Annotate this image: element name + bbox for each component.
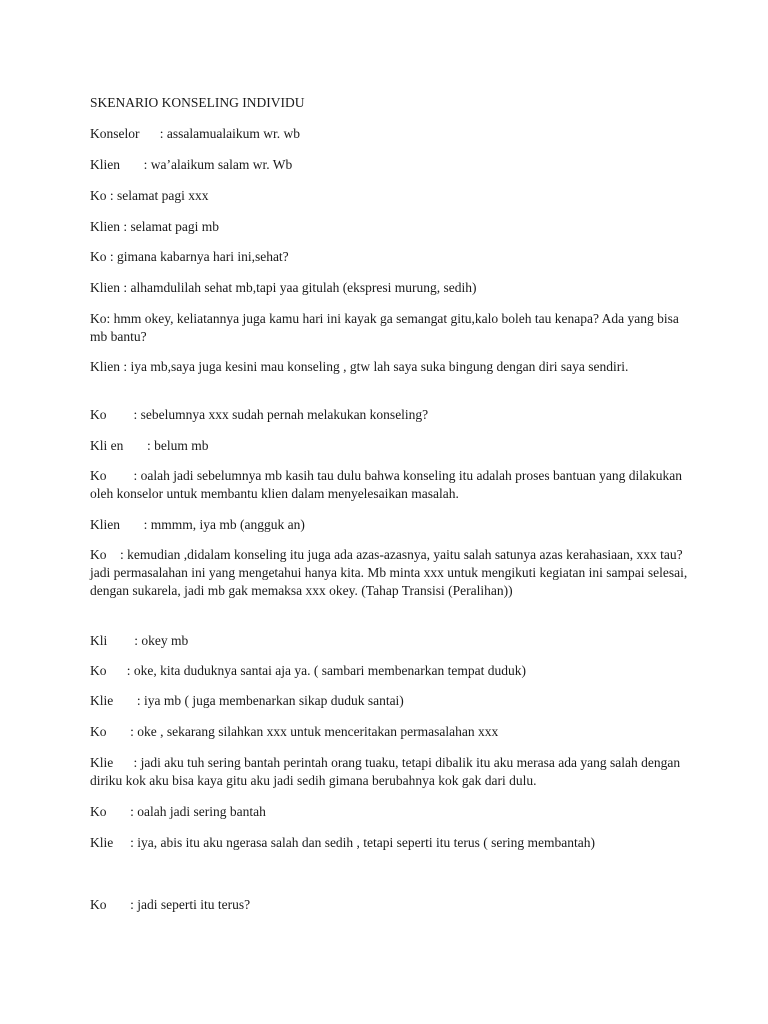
dialogue-line [90,467,690,503]
speaker-label: Klie [90,693,114,708]
speaker-gap [107,407,134,422]
speaker-label: Klien [90,219,120,234]
speaker-gap [123,438,147,453]
speaker-label: Ko [90,724,107,739]
utterance-text: : iya, abis itu aku ngerasa salah dan sedih , tetapi seperti itu terus ( sering membantah) [130,835,595,850]
dialogue-line [90,546,690,600]
dialogue-line [90,692,690,710]
dialogue-line [90,358,690,376]
speaker-label: Kli en [90,438,124,453]
dialogue-line [90,834,690,852]
speaker-gap [107,633,134,648]
dialogue-line [90,156,690,174]
utterance-text: : gimana kabarnya hari ini,sehat? [109,249,289,264]
utterance-text: : kemudian ,didalam konseling itu juga ada azas-azasnya, yaitu salah satunya azas kerahasiaan, xxx tau? jadi permasalahan ini yang mengetahui hanya kita. Mb minta xxx untuk mengikuti kegiatan ini sampai selesai, dengan sukarela, jadi mb gak memaksa xxx okey. (Tahap Transisi (Peralihan)) [90,547,688,598]
utterance-text: : okey mb [134,633,189,648]
speaker-gap [107,804,131,819]
dialogue-line [90,125,690,143]
utterance-text: hmm okey, keliatannya juga kamu hari ini kayak ga semangat gitu,kalo boleh tau kenapa? Ada yang bisa mb bantu? [90,311,679,344]
speaker-label: Kli [90,633,108,648]
speaker-label: Ko [90,407,107,422]
speaker-label: Klien [90,359,120,374]
dialogue-line [90,516,690,534]
speaker-label: Klien [90,517,120,532]
speaker-label: Klie [90,835,114,850]
utterance-text: : selamat pagi xxx [109,188,209,203]
speaker-gap [120,517,144,532]
utterance-text: : assalamualaikum wr. wb [159,126,300,141]
speaker-gap [107,897,131,912]
dialogue-line [90,632,690,650]
speaker-label: Klie [90,755,114,770]
speaker-gap [107,663,127,678]
speaker-label: Ko: [90,311,111,326]
speaker-gap [107,468,134,483]
speaker-label: Klien [90,157,120,172]
speaker-gap [107,724,131,739]
utterance-text: : jadi seperti itu terus? [130,897,251,912]
speaker-gap [113,755,133,770]
dialogue-line [90,187,690,205]
utterance-text: : wa’alaikum salam wr. Wb [143,157,293,172]
dialogue-line [90,437,690,455]
utterance-text: : sebelumnya xxx sudah pernah melakukan konseling? [133,407,429,422]
utterance-text: : oke, kita duduknya santai aja ya. ( sambari membenarkan tempat duduk) [126,663,526,678]
speaker-gap [120,157,144,172]
utterance-text: : oke , sekarang silahkan xxx untuk menceritakan permasalahan xxx [130,724,499,739]
speaker-label: Ko [90,468,107,483]
speaker-label: Ko [90,804,107,819]
utterance-text: : iya mb ( juga membenarkan sikap duduk santai) [136,693,404,708]
speaker-gap [140,126,160,141]
utterance-text: : mmmm, iya mb (angguk an) [143,517,305,532]
utterance-text: : jadi aku tuh sering bantah perintah orang tuaku, tetapi dibalik itu aku merasa ada yang salah dengan diriku kok aku bisa kaya gitu aku jadi sedih gimana berubahnya kok gak dari dulu. [90,755,681,788]
speaker-label: Ko [90,249,107,264]
dialogue-line [90,896,690,914]
dialogue-line [90,406,690,424]
utterance-text: : oalah jadi sebelumnya mb kasih tau dulu bahwa konseling itu adalah proses bantuan yang dilakukan oleh konselor untuk membantu klien dalam menyelesaikan masalah. [90,468,682,501]
dialogue-line [90,662,690,680]
speaker-gap [107,547,121,562]
dialogue-line [90,218,690,236]
speaker-label: Ko [90,547,107,562]
speaker-gap [113,693,137,708]
dialogue-line [90,248,690,266]
utterance-text: : iya mb,saya juga kesini mau konseling , gtw lah saya suka bingung dengan diri saya sendiri. [123,359,629,374]
speaker-label: Klien [90,280,120,295]
dialogue-line [90,723,690,741]
speaker-gap [113,835,130,850]
speaker-label: Ko [90,188,107,203]
dialogue-line [90,754,690,790]
speaker-label: Ko [90,897,107,912]
dialogue-line [90,310,690,346]
utterance-text: : alhamdulilah sehat mb,tapi yaa gitulah (ekspresi murung, sedih) [123,280,477,295]
speaker-label: Konselor [90,126,140,141]
document-title: SKENARIO KONSELING INDIVIDU [90,95,305,110]
utterance-text: : selamat pagi mb [123,219,219,234]
dialogue-line [90,803,690,821]
utterance-text: : oalah jadi sering bantah [130,804,266,819]
utterance-text: : belum mb [147,438,209,453]
dialogue-line [90,279,690,297]
speaker-label: Ko [90,663,107,678]
